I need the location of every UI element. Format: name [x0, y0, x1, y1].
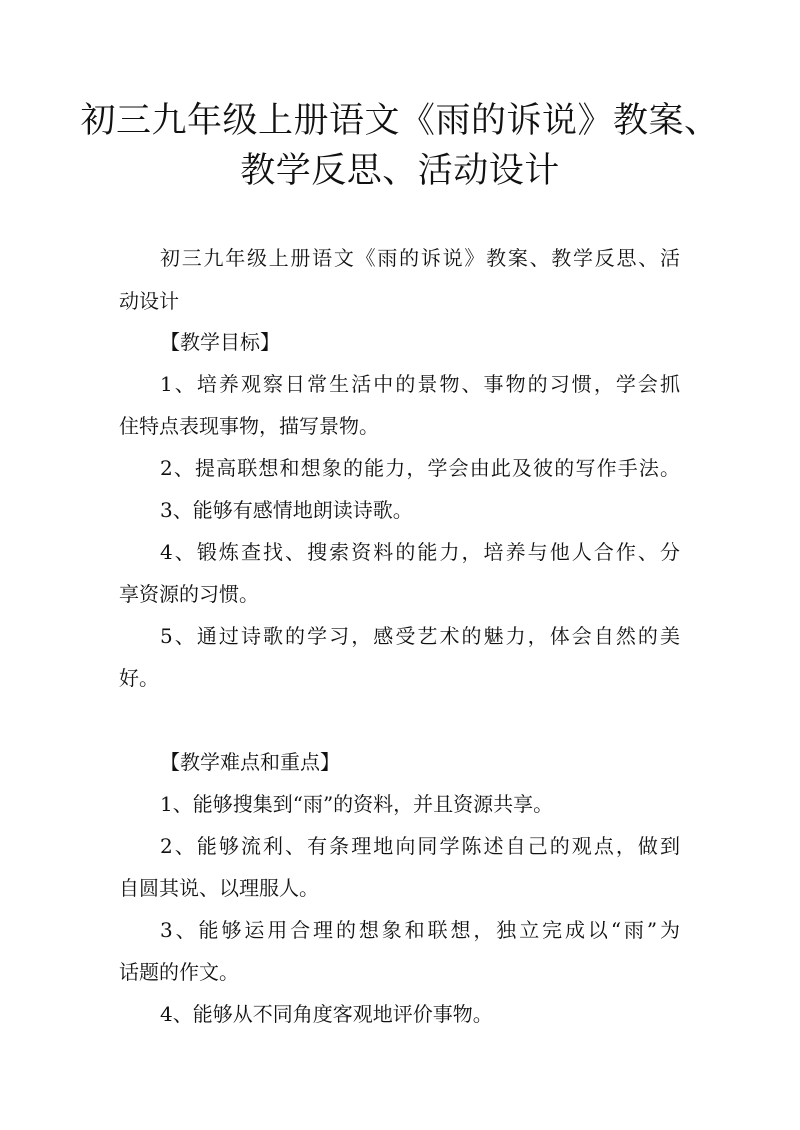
objective-item-5-line-2: 好。: [119, 666, 159, 690]
document-title-line-2: 教学反思、活动设计: [240, 151, 560, 191]
key-point-item-2-line-1: 2、能够流利、有条理地向同学陈述自己的观点，做到: [160, 834, 680, 858]
key-point-item-3-line-2: 话题的作文。: [119, 960, 239, 984]
key-point-item-1: 1、能够搜集到“雨”的资料，并且资源共享。: [160, 792, 554, 816]
intro-paragraph-line-1: 初三九年级上册语文《雨的诉说》教案、教学反思、活: [160, 246, 680, 270]
key-point-item-4: 4、能够从不同角度客观地评价事物。: [160, 1002, 493, 1026]
objective-item-5-line-1: 5、通过诗歌的学习，感受艺术的魅力，体会自然的美: [160, 624, 680, 648]
section-heading-key-points: 【教学难点和重点】: [160, 750, 340, 774]
objective-item-3: 3、能够有感情地朗读诗歌。: [160, 498, 413, 522]
section-heading-objectives: 【教学目标】: [160, 330, 280, 354]
objective-item-2: 2、提高联想和想象的能力，学会由此及彼的写作手法。: [160, 456, 680, 480]
objective-item-1-line-1: 1、培养观察日常生活中的景物、事物的习惯，学会抓: [160, 372, 680, 396]
intro-paragraph-line-2: 动设计: [119, 289, 179, 313]
document-title-line-1: 初三九年级上册语文《雨的诉说》教案、: [80, 101, 720, 141]
objective-item-4-line-1: 4、锻炼查找、搜索资料的能力，培养与他人合作、分: [160, 540, 680, 564]
objective-item-4-line-2: 享资源的习惯。: [119, 582, 259, 606]
key-point-item-2-line-2: 自圆其说、以理服人。: [119, 876, 319, 900]
objective-item-1-line-2: 住特点表现事物，描写景物。: [119, 414, 379, 438]
key-point-item-3-line-1: 3、能够运用合理的想象和联想，独立完成以“雨”为: [160, 918, 680, 942]
